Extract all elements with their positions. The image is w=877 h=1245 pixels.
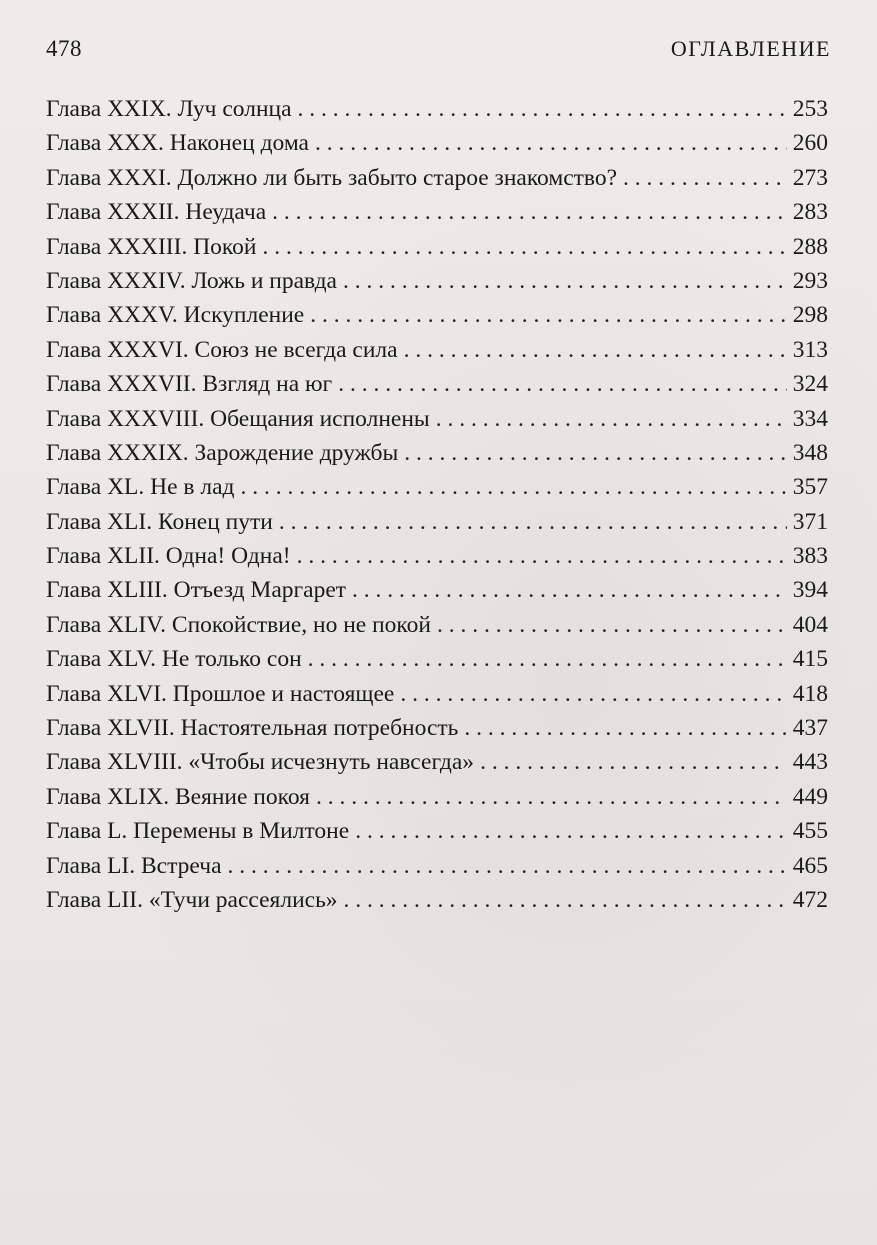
dot-leader [355,814,787,848]
toc-entry [46,677,828,711]
dot-leader [352,573,787,607]
toc-entry-page: 415 [792,646,828,673]
toc-entry-page: 404 [792,611,828,638]
toc-entry-page: 472 [792,886,828,913]
toc-entry-title: Глава XXIX. Луч солнца [46,96,292,122]
toc-entry-page: 260 [792,130,828,157]
toc-entry-page: 288 [792,233,828,260]
toc-entry-title: Глава XXX. Наконец дома [46,130,309,157]
dot-leader [310,298,787,332]
dot-leader [464,711,786,745]
toc-entry-page: 273 [792,164,828,191]
toc-entry [46,402,828,436]
toc-entry-title: Глава XXXIV. Ложь и правда [46,267,337,294]
dot-leader [480,745,787,779]
toc-entry [46,608,828,642]
toc-entry-page: 357 [792,474,828,501]
toc-entry-page: 293 [792,267,828,294]
toc-entry-title: Глава XXXI. Должно ли быть забыто старое знакомство? [46,164,618,191]
toc-entry [46,711,828,745]
dot-leader [343,264,787,298]
toc-entry [46,195,828,229]
toc-entry-title: Глава L. Перемены в Милтоне [46,818,350,845]
dot-leader [338,367,787,401]
toc-entry-page: 443 [792,749,828,776]
toc-entry-title: Глава XXXIII. Покой [46,233,257,260]
dot-leader [297,539,787,573]
toc-entry-title: Глава XLVIII. «Чтобы исчезнуть навсегда» [46,749,475,776]
toc-entry-title: Глава XLIX. Веяние покоя [46,783,310,810]
toc-entry-title: Глава XXXII. Неудача [46,199,267,226]
dot-leader [316,780,787,814]
toc-entry-page: 465 [792,852,828,879]
toc-entry-title: Глава XXXVI. Союз не всегда сила [46,336,398,363]
toc-entry-page: 449 [792,783,828,810]
dot-leader [400,677,786,711]
toc-entry-title: Глава XLVI. Прошлое и настоящее [46,680,395,707]
toc-entry [46,333,828,367]
toc-entry [46,642,828,676]
toc-entry [46,92,828,126]
dot-leader [344,883,787,917]
toc-entry [46,745,828,779]
toc-entry-title: Глава XXXIX. Зарождение дружбы [46,439,399,466]
toc-entry [46,470,828,504]
toc-entry [46,126,828,160]
toc-entry-title: Глава XXXVIII. Обещания исполнены [46,405,430,432]
toc-entry-title: Глава XLVII. Настоятельная потребность [46,715,459,742]
dot-leader [272,195,787,229]
dot-leader [279,505,787,539]
dot-leader [298,92,787,126]
dot-leader [623,161,787,195]
dot-leader [436,402,787,436]
dot-leader [308,642,787,676]
toc-entry-page: 394 [792,577,828,604]
toc-entry-page: 455 [792,818,828,845]
page-number: 478 [46,36,82,61]
toc-entry [46,436,828,470]
toc-entry-page: 313 [792,336,828,363]
dot-leader [262,230,786,264]
toc-entry [46,298,828,332]
toc-entry [46,367,828,401]
toc-entry-title: Глава XLII. Одна! Одна! [46,543,291,570]
running-head: ОГЛАВЛЕНИЕ [670,36,831,61]
toc-entry [46,161,828,195]
dot-leader [404,333,787,367]
toc-entry-title: Глава LII. «Тучи рассеялись» [46,886,338,913]
toc-entry [46,573,828,607]
toc-entry-title: Глава LI. Встреча [46,852,222,879]
toc-entry-page: 437 [792,715,828,742]
toc-entry [46,814,828,848]
dot-leader [228,849,787,883]
toc-entry [46,539,828,573]
dot-leader [437,608,787,642]
toc-entry [46,264,828,298]
toc-entry-page: 324 [792,371,828,398]
toc-entry-title: Глава XLIV. Спокойствие, но не покой [46,611,431,638]
toc-entry-page: 253 [792,96,828,122]
toc-entry-page: 418 [792,680,828,707]
toc-entry-title: Глава XXXVII. Взгляд на юг [46,371,333,398]
dot-leader [315,126,787,160]
dot-leader [241,470,787,504]
toc-entry [46,849,828,883]
toc-entry-page: 348 [792,439,828,466]
toc-entry [46,780,828,814]
toc-entry-page: 383 [792,543,828,570]
toc-entry-page: 283 [792,199,828,226]
toc-entry [46,230,828,264]
toc-entry [46,883,828,917]
table-of-contents [46,92,828,917]
toc-entry-title: Глава XLI. Конец пути [46,508,273,535]
toc-entry [46,505,828,539]
dot-leader [404,436,787,470]
toc-entry-title: Глава XXXV. Искупление [46,302,305,329]
page-header [46,36,831,70]
toc-entry-page: 371 [792,508,828,535]
toc-entry-page: 334 [792,405,828,432]
toc-entry-title: Глава XL. Не в лад [46,474,235,501]
toc-entry-title: Глава XLIII. Отъезд Маргарет [46,577,347,604]
toc-entry-title: Глава XLV. Не только сон [46,646,302,673]
toc-entry-page: 298 [792,302,828,329]
